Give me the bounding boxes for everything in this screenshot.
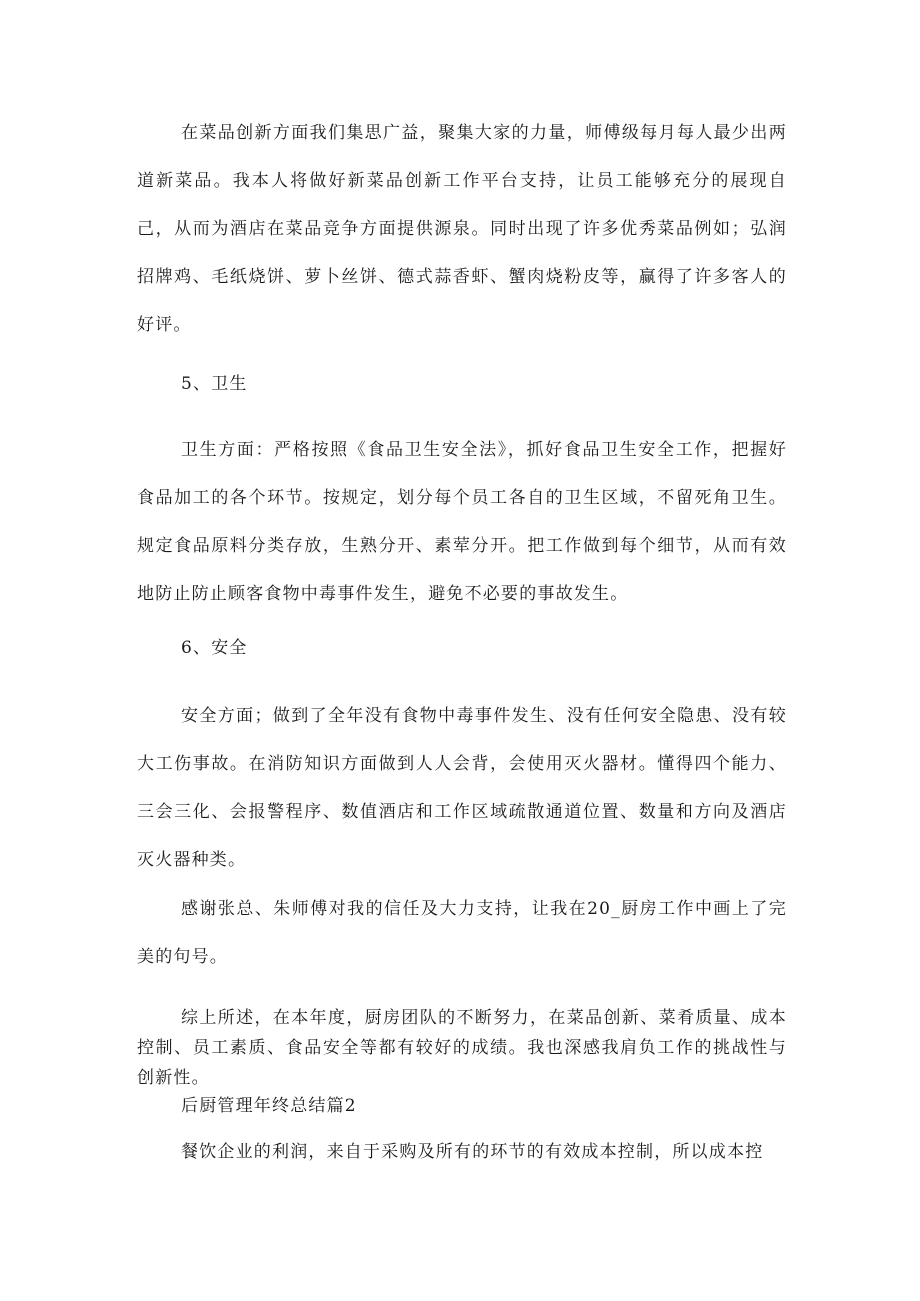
- paragraph-cost-control: 餐饮企业的利润，来自于采购及所有的环节的有效成本控制，所以成本控: [181, 1142, 764, 1162]
- paragraph-safety: 安全方面；做到了全年没有食物中毒事件发生、没有任何安全隐患、没有较大工伤事故。在消防知识方面做到人人会背，会使用灭火器材。懂得四个能力、三会三化、会报警程序、数值酒店和工作区域疏散通道位置、数量和方向及酒店灭火器种类。: [137, 706, 787, 870]
- paragraph-thanks: 感谢张总、朱师傅对我的信任及大力支持，让我在20_厨房工作中画上了完美的句号。: [137, 899, 787, 967]
- paragraph-hygiene: 卫生方面：严格按照《食品卫生安全法》，抓好食品卫生安全工作，把握好食品加工的各个环节。按规定，划分每个员工各自的卫生区域，不留死角卫生。规定食品原料分类存放，生熟分开、素荤分开。把工作做到每个细节，从而有效地防止防止顾客食物中毒事件发生，避免不必要的事故发生。: [137, 440, 787, 604]
- section-heading-part-2: 后厨管理年终总结篇2: [181, 1096, 357, 1116]
- paragraph-menu-innovation: 在菜品创新方面我们集思广益，聚集大家的力量，师傅级每月每人最少出两道新菜品。我本人将做好新菜品创新工作平台支持，让员工能够充分的展现自己，从而为酒店在菜品竞争方面提供源泉。同时出现了许多优秀菜品例如；弘润招牌鸡、毛纸烧饼、萝卜丝饼、德式蒜香虾、蟹肉烧粉皮等，赢得了许多客人的好评。: [137, 123, 787, 335]
- section-heading-hygiene: 5、卫生: [181, 374, 248, 394]
- section-heading-safety: 6、安全: [181, 638, 248, 658]
- paragraph-summary: 综上所述，在本年度，厨房团队的不断努力，在菜品创新、菜肴质量、成本控制、员工素质、食品安全等都有较好的成绩。我也深感我肩负工作的挑战性与创新性。: [137, 1008, 787, 1088]
